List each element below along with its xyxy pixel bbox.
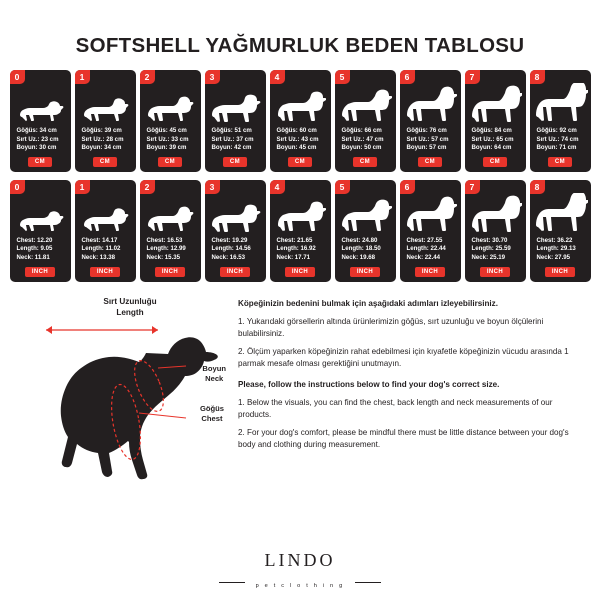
size-measures <box>143 237 198 263</box>
size-card-inch-2[interactable] <box>140 180 201 282</box>
measure-length: Length: 18.50 <box>341 245 381 253</box>
measure-chest: Chest: 16.53 <box>146 236 183 244</box>
measure-length: Sırt Uz.: 65 cm <box>471 135 514 143</box>
measure-chest: Göğüs: 60 cm <box>276 127 317 134</box>
unit-badge: INCH <box>25 267 55 277</box>
measure-length: Sırt Uz.: 23 cm <box>16 135 59 143</box>
size-badge: 8 <box>530 70 545 84</box>
size-card-inch-5[interactable] <box>335 180 396 282</box>
measure-neck: Neck: 27.95 <box>536 253 571 261</box>
unit-badge: CM <box>288 157 312 167</box>
measure-chest: Göğüs: 66 cm <box>341 127 382 134</box>
unit-badge: CM <box>548 157 572 167</box>
size-card-cm-7[interactable] <box>465 70 526 172</box>
unit-badge: CM <box>223 157 247 167</box>
dog-silhouette-icon <box>532 195 588 233</box>
measure-length: Length: 14.56 <box>211 245 251 253</box>
dog-silhouette-icon <box>207 85 263 123</box>
unit-badge: CM <box>353 157 377 167</box>
brand-tagline-row <box>0 574 600 592</box>
diagram-neck-label <box>202 364 226 384</box>
measurement-guide-section <box>14 296 586 488</box>
size-card-inch-7[interactable] <box>465 180 526 282</box>
chest-label-en: Chest <box>201 413 223 423</box>
divider-left <box>219 582 245 583</box>
measure-length: Sırt Uz.: 37 cm <box>211 135 254 143</box>
size-badge: 4 <box>270 180 285 194</box>
measure-neck: Neck: 17.71 <box>276 253 311 261</box>
size-measures <box>208 127 263 153</box>
size-badge: 1 <box>75 180 90 194</box>
measure-length: Length: 11.02 <box>81 245 121 253</box>
measure-length: Sırt Uz.: 43 cm <box>276 135 319 143</box>
instructions-en-heading: Please, follow the instructions below to find your dog's correct size. <box>238 379 500 389</box>
divider-right <box>355 582 381 583</box>
measure-length: Sırt Uz.: 33 cm <box>146 135 189 143</box>
instructions-block <box>232 296 582 488</box>
measure-chest: Chest: 19.29 <box>211 236 248 244</box>
instructions-en-item-1: 1. Below the visuals, you can find the chest, back length and neck measurements of our products. <box>238 398 553 419</box>
size-measures <box>13 127 68 153</box>
size-measures <box>338 127 393 153</box>
measure-length: Length: 25.59 <box>471 245 511 253</box>
instructions-tr-heading: Köpeğinizin bedenini bulmak için aşağıdaki adımları izleyebilirsiniz. <box>238 298 498 308</box>
dog-silhouette-icon <box>402 195 458 233</box>
measure-chest: Chest: 36.22 <box>536 236 573 244</box>
size-measures <box>403 127 458 153</box>
measure-neck: Boyun: 30 cm <box>16 144 57 152</box>
measure-length: Length: 29.13 <box>536 245 576 253</box>
size-measures <box>273 237 328 263</box>
unit-badge: CM <box>158 157 182 167</box>
unit-badge: INCH <box>415 267 445 277</box>
measure-length: Sırt Uz.: 47 cm <box>341 135 384 143</box>
size-card-cm-2[interactable] <box>140 70 201 172</box>
measure-neck: Boyun: 57 cm <box>406 144 447 152</box>
measure-chest: Göğüs: 84 cm <box>471 127 512 134</box>
measure-neck: Boyun: 50 cm <box>341 144 382 152</box>
dog-body-diagram-icon <box>18 318 232 488</box>
size-card-cm-8[interactable] <box>530 70 591 172</box>
unit-badge: CM <box>418 157 442 167</box>
dog-silhouette-icon <box>402 85 458 123</box>
dog-silhouette-icon <box>467 85 523 123</box>
size-card-cm-0[interactable] <box>10 70 71 172</box>
measure-neck: Neck: 13.38 <box>81 253 116 261</box>
size-card-inch-0[interactable] <box>10 180 71 282</box>
dog-silhouette-icon <box>142 85 198 123</box>
measure-length: Sırt Uz.: 57 cm <box>406 135 449 143</box>
measure-neck: Neck: 22.44 <box>406 253 441 261</box>
size-card-inch-4[interactable] <box>270 180 331 282</box>
brand-tagline: p e t c l o t h i n g <box>255 583 345 589</box>
size-measures <box>273 127 328 153</box>
dog-silhouette-icon <box>207 195 263 233</box>
measure-length: Length: 9.05 <box>16 245 53 253</box>
measure-chest: Chest: 24.80 <box>341 236 378 244</box>
size-card-cm-6[interactable] <box>400 70 461 172</box>
size-measures <box>533 127 588 153</box>
size-measures <box>533 237 588 263</box>
size-measures <box>468 127 523 153</box>
size-card-cm-4[interactable] <box>270 70 331 172</box>
size-badge: 6 <box>400 180 415 194</box>
dog-silhouette-icon <box>272 195 328 233</box>
measure-neck: Boyun: 71 cm <box>536 144 577 152</box>
dog-silhouette-icon <box>272 85 328 123</box>
size-badge: 6 <box>400 70 415 84</box>
size-row-inch <box>14 180 586 282</box>
measure-neck: Neck: 11.81 <box>16 253 50 261</box>
measure-length: Sırt Uz.: 28 cm <box>81 135 124 143</box>
measure-chest: Göğüs: 45 cm <box>146 127 187 134</box>
size-badge: 7 <box>465 180 480 194</box>
unit-badge: INCH <box>90 267 120 277</box>
instructions-tr-item-1: 1. Yukarıdaki görsellerin altında ürünlerimizin göğüs, sırt uzunluğu ve boyun ölçülerini bulabilirsiniz. <box>238 317 544 338</box>
measure-chest: Chest: 14.17 <box>81 236 118 244</box>
size-measures <box>468 237 523 263</box>
dog-silhouette-icon <box>467 195 523 233</box>
dog-silhouette-icon <box>77 85 133 123</box>
dog-silhouette-icon <box>337 85 393 123</box>
size-badge: 7 <box>465 70 480 84</box>
measure-chest: Göğüs: 92 cm <box>536 127 577 134</box>
measure-chest: Chest: 30.70 <box>471 236 508 244</box>
neck-label-en: Neck <box>205 373 224 383</box>
size-card-cm-1[interactable] <box>75 70 136 172</box>
measure-neck: Boyun: 42 cm <box>211 144 252 152</box>
measure-neck: Neck: 16.53 <box>211 253 246 261</box>
measure-length: Length: 16.92 <box>276 245 316 253</box>
measurement-diagram <box>18 296 232 488</box>
size-card-inch-8[interactable] <box>530 180 591 282</box>
neck-label-tr: Boyun <box>202 363 226 373</box>
instructions-en-item-2: 2. For your dog's comfort, please be mindful there must be little distance between your dog's body and clothing during measurement. <box>238 428 569 449</box>
dog-silhouette-icon <box>12 85 68 123</box>
measure-neck: Boyun: 34 cm <box>81 144 122 152</box>
size-card-inch-3[interactable] <box>205 180 266 282</box>
size-measures <box>403 237 458 263</box>
brand-name: LINDO <box>264 550 336 570</box>
size-badge: 5 <box>335 180 350 194</box>
length-label-tr: Sırt Uzunluğu <box>103 296 157 306</box>
size-card-inch-1[interactable] <box>75 180 136 282</box>
size-badge: 4 <box>270 70 285 84</box>
unit-badge: INCH <box>285 267 315 277</box>
unit-badge: INCH <box>155 267 185 277</box>
size-row-cm <box>14 70 586 172</box>
size-badge: 3 <box>205 70 220 84</box>
size-badge: 8 <box>530 180 545 194</box>
brand-footer <box>0 550 600 592</box>
measure-neck: Neck: 25.19 <box>471 253 506 261</box>
size-badge: 2 <box>140 180 155 194</box>
size-measures <box>78 237 133 263</box>
size-badge: 3 <box>205 180 220 194</box>
measure-neck: Boyun: 45 cm <box>276 144 317 152</box>
size-badge: 0 <box>10 70 25 84</box>
size-measures <box>13 237 68 263</box>
measure-chest: Chest: 27.55 <box>406 236 443 244</box>
unit-badge: INCH <box>480 267 510 277</box>
measure-chest: Göğüs: 39 cm <box>81 127 122 134</box>
measure-neck: Neck: 15.35 <box>146 253 181 261</box>
dog-silhouette-icon <box>337 195 393 233</box>
dog-diagram-wrap <box>18 318 232 488</box>
size-card-cm-5[interactable] <box>335 70 396 172</box>
instructions-tr-item-2: 2. Ölçüm yaparken köpeğinizin rahat edebilmesi için kıyafetle köpeğinizin vücudu arasında 1 parmak mesafe olması gerektiğini unutmayın. <box>238 347 569 368</box>
measure-chest: Göğüs: 51 cm <box>211 127 252 134</box>
size-badge: 5 <box>335 70 350 84</box>
unit-badge: INCH <box>220 267 250 277</box>
measure-neck: Boyun: 64 cm <box>471 144 512 152</box>
measure-chest: Göğüs: 76 cm <box>406 127 447 134</box>
measure-neck: Neck: 19.68 <box>341 253 376 261</box>
measure-length: Length: 12.99 <box>146 245 186 253</box>
size-measures <box>338 237 393 263</box>
size-measures <box>208 237 263 263</box>
unit-badge: CM <box>28 157 52 167</box>
unit-badge: INCH <box>350 267 380 277</box>
dog-silhouette-icon <box>142 195 198 233</box>
dog-silhouette-icon <box>12 195 68 233</box>
unit-badge: CM <box>483 157 507 167</box>
measure-chest: Chest: 21.65 <box>276 236 313 244</box>
page-title: SOFTSHELL YAĞMURLUK BEDEN TABLOSU <box>75 34 525 57</box>
measure-chest: Göğüs: 34 cm <box>16 127 57 134</box>
dog-silhouette-icon <box>77 195 133 233</box>
size-badge: 2 <box>140 70 155 84</box>
diagram-chest-label <box>200 404 224 424</box>
length-label-en: Length <box>116 307 144 317</box>
size-card-cm-3[interactable] <box>205 70 266 172</box>
measure-length: Length: 22.44 <box>406 245 446 253</box>
size-card-inch-6[interactable] <box>400 180 461 282</box>
size-measures <box>143 127 198 153</box>
size-badge: 1 <box>75 70 90 84</box>
dog-silhouette-icon <box>532 85 588 123</box>
measure-neck: Boyun: 39 cm <box>146 144 187 152</box>
size-badge: 0 <box>10 180 25 194</box>
diagram-length-label <box>18 296 232 318</box>
unit-badge: CM <box>93 157 117 167</box>
unit-badge: INCH <box>545 267 575 277</box>
measure-length: Sırt Uz.: 74 cm <box>536 135 579 143</box>
chest-label-tr: Göğüs <box>199 403 224 413</box>
size-measures <box>78 127 133 153</box>
measure-chest: Chest: 12.20 <box>16 236 53 244</box>
